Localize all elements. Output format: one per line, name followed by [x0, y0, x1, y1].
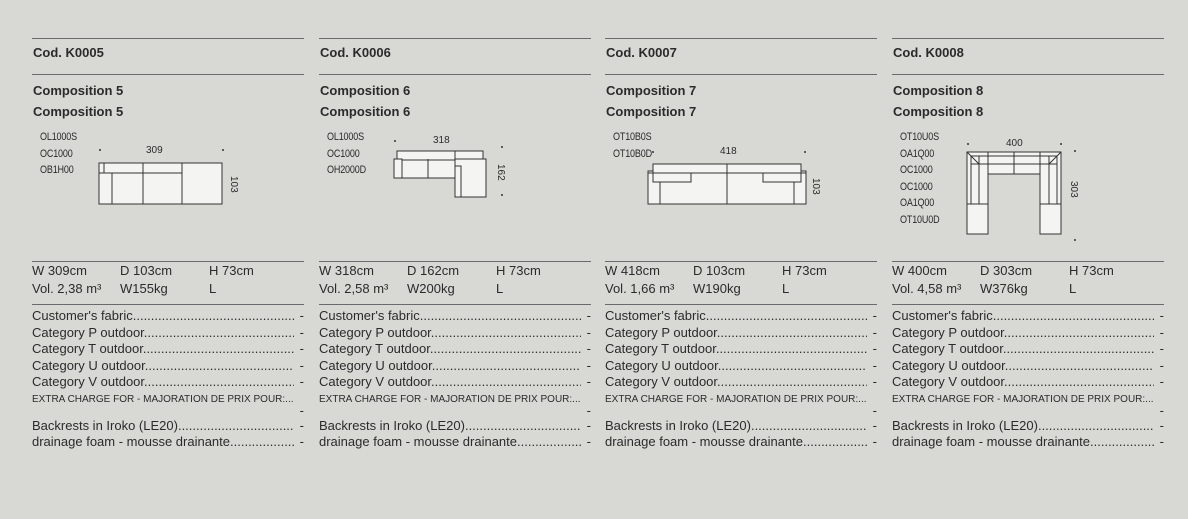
price-row: Category V outdoor ..... - [319, 374, 591, 391]
piece-code: OA1Q00 [900, 197, 935, 209]
volume-spec: Vol. 2,38 m³ [32, 281, 102, 296]
width-dimension: 418 [720, 146, 737, 157]
depth-spec: D 303cm [980, 263, 1033, 278]
product-code: Cod. K0005 [33, 45, 104, 60]
size-spec: L [209, 281, 217, 296]
divider [605, 74, 877, 75]
sofa-plan-drawing [393, 150, 487, 198]
extra-charge-header: EXTRA CHARGE FOR - MAJORATION DE PRIX POUR:... - [892, 393, 1164, 418]
dimension-marker [1074, 150, 1076, 152]
price-row: Category V outdoor ..... - [32, 374, 304, 391]
width-dimension: 318 [433, 135, 450, 146]
product-code: Cod. K0008 [893, 45, 964, 60]
dimension-marker [501, 146, 503, 148]
price-row: Category U outdoor ..... - [319, 358, 591, 375]
depth-spec: D 162cm [407, 263, 460, 278]
divider [32, 74, 304, 75]
price-list [32, 308, 304, 450]
price-row: Customer's fabric ..... - [605, 308, 877, 325]
product-column-k0007 [605, 38, 877, 450]
width-spec: W 318cm [319, 263, 374, 278]
price-row: Category P outdoor ..... - [892, 325, 1164, 342]
extra-charge-row: Backrests in Iroko (LE20) ..... - [892, 418, 1164, 434]
composition-title: Composition 7 [606, 83, 697, 98]
product-column-k0006 [319, 38, 591, 450]
volume-spec: Vol. 4,58 m³ [892, 281, 962, 296]
price-row: Category P outdoor ..... - [319, 325, 591, 342]
composition-subtitle: Composition 7 [606, 104, 697, 119]
price-row: Customer's fabric ..... - [892, 308, 1164, 325]
dimension-marker [1060, 143, 1062, 145]
divider [605, 304, 877, 305]
dimension-marker [394, 140, 396, 142]
height-spec: H 73cm [209, 263, 254, 278]
depth-dimension: 103 [810, 178, 821, 195]
size-spec: L [1069, 281, 1077, 296]
piece-code: OT10U0D [900, 213, 940, 226]
piece-code: OC1000 [327, 147, 360, 160]
dimension-marker [804, 151, 806, 153]
height-spec: H 73cm [1069, 263, 1114, 278]
price-row: Category T outdoor ..... - [32, 341, 304, 358]
piece-code: OA1Q00 [900, 147, 935, 160]
composition-diagram [319, 126, 591, 261]
piece-code: OL1000S [327, 131, 364, 143]
sofa-plan-drawing [647, 163, 807, 205]
piece-code: OT10B0S [613, 131, 652, 143]
extra-charge-row: Backrests in Iroko (LE20) ..... - [605, 418, 877, 434]
extra-charge-row: drainage foam - mousse drainante ..... - [319, 434, 591, 450]
product-column-k0008 [892, 38, 1164, 450]
composition-diagram [605, 126, 877, 261]
composition-title: Composition 6 [320, 83, 411, 98]
specifications [605, 262, 877, 298]
width-spec: W 309cm [32, 263, 87, 278]
price-row: Category U outdoor ..... - [605, 358, 877, 375]
price-list [605, 308, 877, 450]
piece-codes [613, 129, 652, 162]
width-dimension: 309 [146, 145, 163, 156]
height-spec: H 73cm [782, 263, 827, 278]
weight-spec: W376kg [980, 281, 1028, 296]
price-row: Category P outdoor ..... - [605, 325, 877, 342]
width-spec: W 418cm [605, 263, 660, 278]
dimension-marker [1074, 239, 1076, 241]
product-column-k0005 [32, 38, 304, 450]
divider [319, 38, 591, 39]
extra-charge-row: drainage foam - mousse drainante ..... - [32, 434, 304, 450]
width-spec: W 400cm [892, 263, 947, 278]
depth-spec: D 103cm [693, 263, 746, 278]
composition-subtitle: Composition 8 [893, 104, 984, 119]
price-row: Category U outdoor ..... - [32, 358, 304, 375]
piece-code: OT10U0S [900, 131, 939, 143]
width-dimension: 400 [1006, 138, 1023, 149]
height-spec: H 73cm [496, 263, 541, 278]
extra-charge-row: drainage foam - mousse drainante ..... - [892, 434, 1164, 450]
specifications [32, 262, 304, 298]
volume-spec: Vol. 2,58 m³ [319, 281, 389, 296]
specifications [892, 262, 1164, 298]
divider [32, 304, 304, 305]
price-row: Customer's fabric ..... - [319, 308, 591, 325]
composition-diagram [892, 126, 1164, 261]
depth-dimension: 303 [1068, 181, 1079, 198]
price-row: Customer's fabric ..... - [32, 308, 304, 325]
piece-codes [900, 129, 939, 228]
divider [605, 38, 877, 39]
volume-spec: Vol. 1,66 m³ [605, 281, 675, 296]
dimension-marker [967, 143, 969, 145]
divider [892, 38, 1164, 39]
piece-code: OC1000 [900, 164, 933, 176]
divider [319, 304, 591, 305]
divider [319, 74, 591, 75]
price-row: Category V outdoor ..... - [605, 374, 877, 391]
composition-title: Composition 5 [33, 83, 124, 98]
piece-codes [327, 129, 366, 179]
piece-code: OH2000D [327, 164, 366, 176]
composition-subtitle: Composition 5 [33, 104, 124, 119]
divider [892, 74, 1164, 75]
sofa-plan-drawing [98, 162, 223, 205]
divider [892, 304, 1164, 305]
dimension-marker [99, 149, 101, 151]
price-list [892, 308, 1164, 450]
composition-title: Composition 8 [893, 83, 984, 98]
extra-charge-row: drainage foam - mousse drainante ..... - [605, 434, 877, 450]
weight-spec: W155kg [120, 281, 168, 296]
size-spec: L [782, 281, 790, 296]
product-code: Cod. K0007 [606, 45, 677, 60]
price-list [319, 308, 591, 450]
composition-subtitle: Composition 6 [320, 104, 411, 119]
sofa-plan-drawing [966, 151, 1062, 235]
weight-spec: W190kg [693, 281, 741, 296]
price-row: Category V outdoor ..... - [892, 374, 1164, 391]
piece-code: OC1000 [900, 180, 933, 193]
depth-spec: D 103cm [120, 263, 173, 278]
size-spec: L [496, 281, 504, 296]
piece-codes [40, 129, 77, 179]
dimension-marker [501, 194, 503, 196]
extra-charge-row: Backrests in Iroko (LE20) ..... - [319, 418, 591, 434]
price-row: Category U outdoor ..... - [892, 358, 1164, 375]
weight-spec: W200kg [407, 281, 455, 296]
piece-code: OT10B0D [613, 147, 652, 160]
dimension-marker [222, 149, 224, 151]
extra-charge-header: EXTRA CHARGE FOR - MAJORATION DE PRIX POUR:... - [319, 393, 591, 418]
dimension-marker [652, 151, 654, 153]
composition-diagram [32, 126, 304, 261]
piece-code: OC1000 [40, 147, 73, 160]
depth-dimension: 162 [495, 164, 506, 181]
depth-dimension: 103 [228, 176, 239, 193]
price-row: Category P outdoor ..... - [32, 325, 304, 342]
extra-charge-row: Backrests in Iroko (LE20) ..... - [32, 418, 304, 434]
extra-charge-header: EXTRA CHARGE FOR - MAJORATION DE PRIX POUR:... - [32, 393, 304, 418]
price-row: Category T outdoor ..... - [892, 341, 1164, 358]
extra-charge-header: EXTRA CHARGE FOR - MAJORATION DE PRIX POUR:... - [605, 393, 877, 418]
product-code: Cod. K0006 [320, 45, 391, 60]
divider [32, 38, 304, 39]
price-row: Category T outdoor ..... - [605, 341, 877, 358]
piece-code: OB1H00 [40, 164, 74, 176]
piece-code: OL1000S [40, 131, 77, 143]
price-row: Category T outdoor ..... - [319, 341, 591, 358]
specifications [319, 262, 591, 298]
